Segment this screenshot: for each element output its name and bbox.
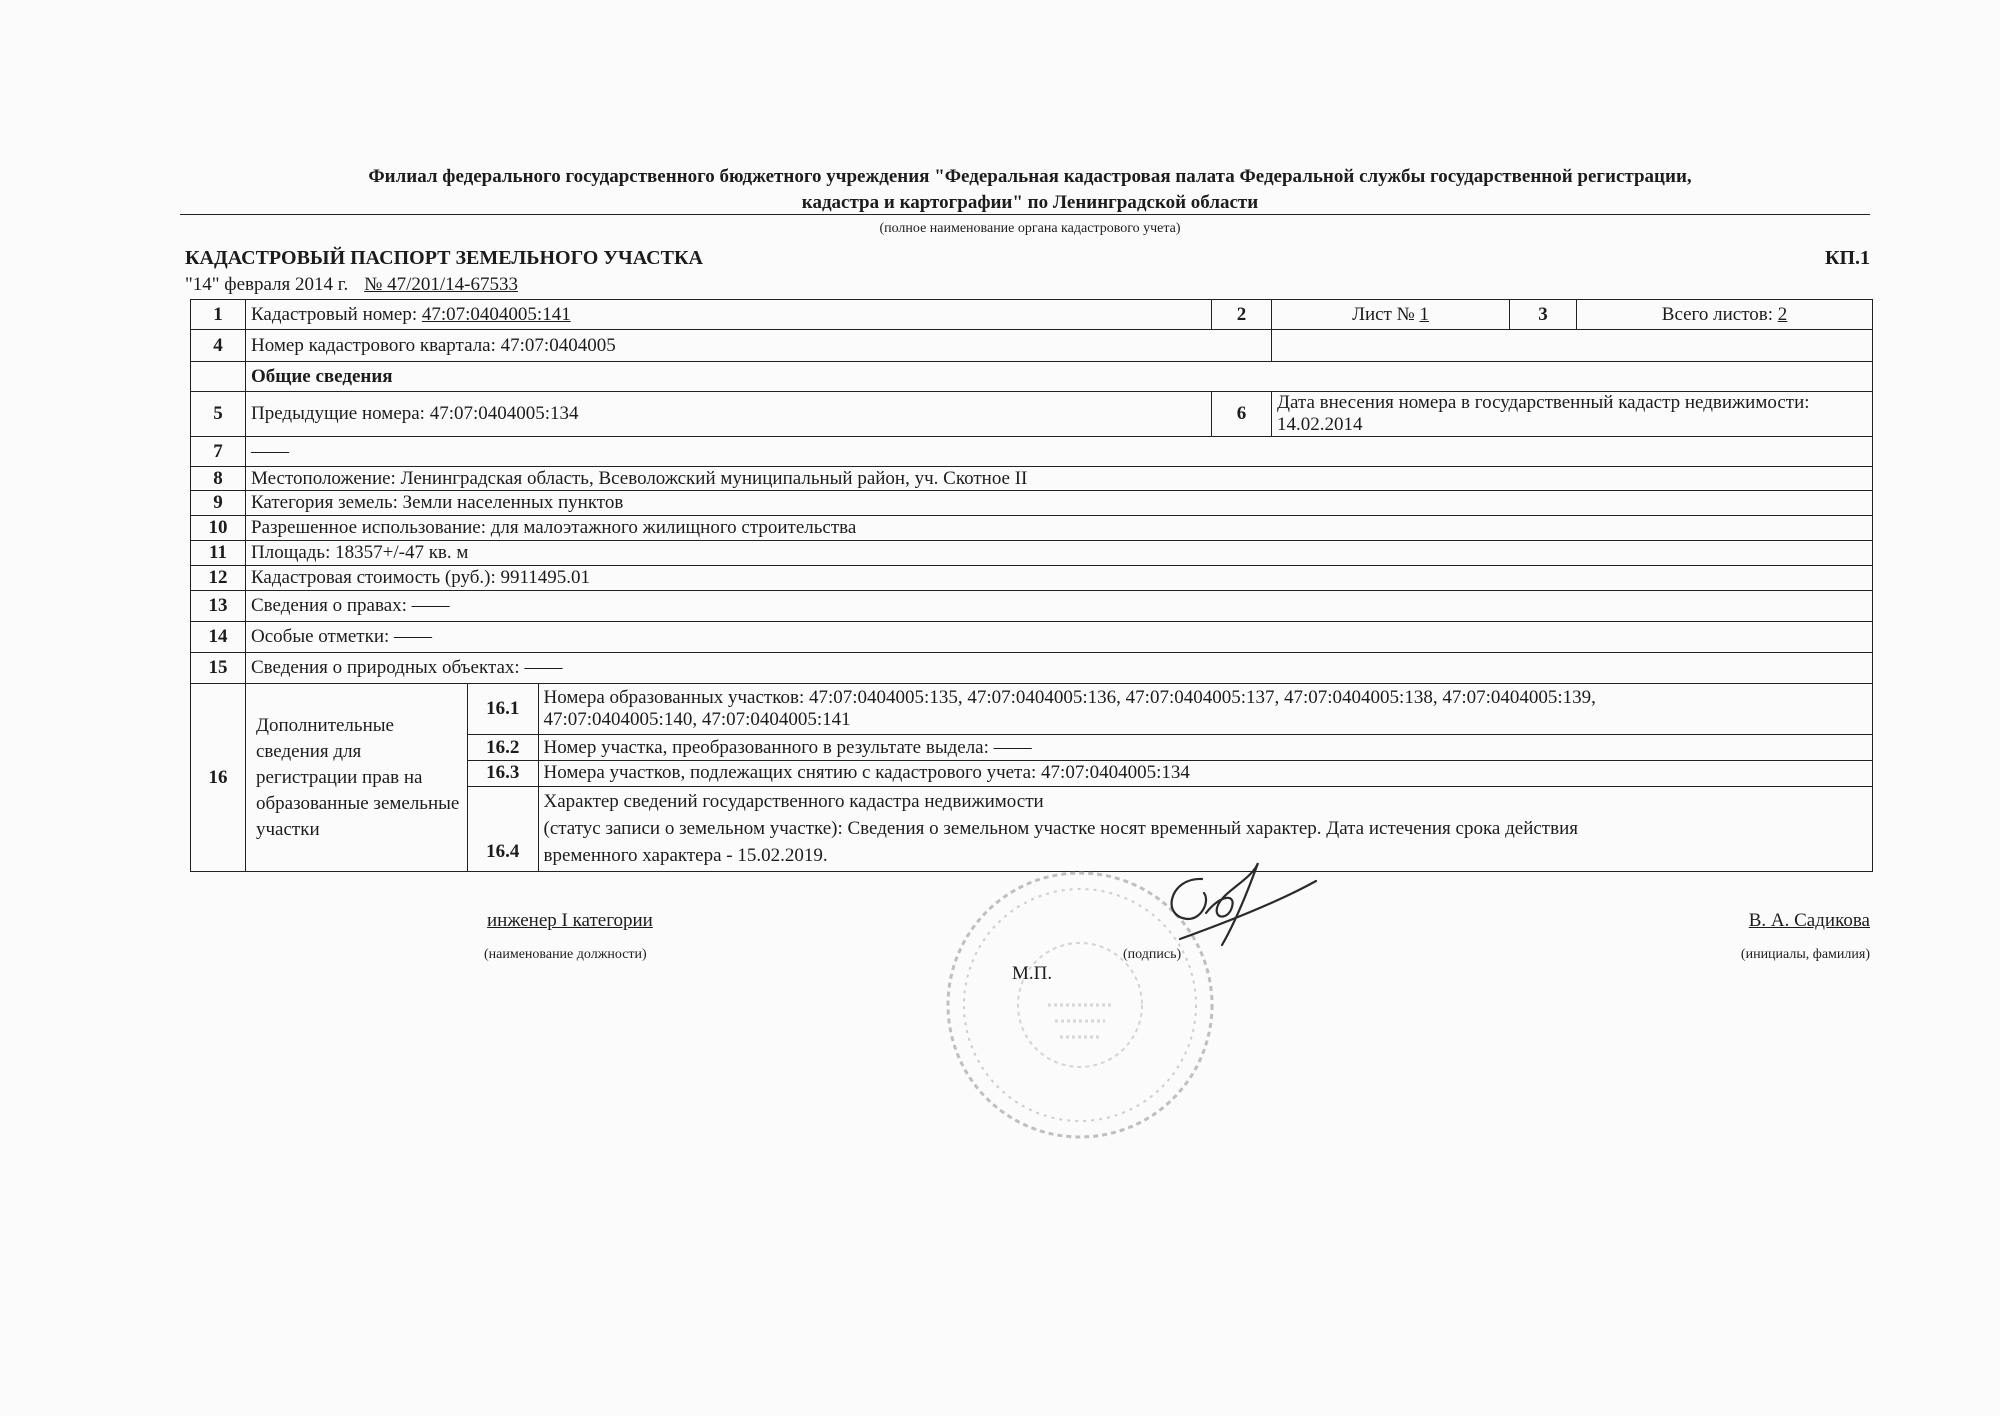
formed-plots-line-1: Номера образованных участков: 47:07:0404005:135, 47:07:0404005:136, 47:07:0404005:137, 47:07:0404005:138, 47:07:0404005:139, [543,687,1596,709]
table-row [468,735,1872,761]
table-row [191,362,1873,392]
table-row [191,622,1873,653]
row-number: 10 [191,516,246,541]
table-row [191,591,1873,622]
plots-to-remove: Номера участков, подлежащих снятию с кадастрового учета: 47:07:0404005:134 [538,761,1872,786]
table-row [191,541,1873,566]
row-number: 11 [191,541,246,566]
general-info-heading: Общие сведения [246,362,1873,392]
cadastral-number-cell [246,300,1212,330]
row-number: 3 [1510,300,1577,330]
table-row [468,761,1872,786]
registration-date: Дата внесения номера в государственный кадастр недвижимости: 14.02.2014 [1272,392,1873,437]
total-sheets-cell [1577,300,1873,330]
record-status-line-2: (статус записи о земельном участке): Сведения о земельном участке носят временный характер. Дата истечения срока действия [543,818,1578,840]
sheet-number-label: Лист № [1352,303,1415,325]
table-row [191,437,1873,467]
signature[interactable] [1140,855,1320,950]
land-category: Категория земель: Земли населенных пунктов [246,491,1873,516]
formed-plots-line-2: 47:07:0404005:140, 47:07:0404005:141 [543,709,851,731]
table-row [191,491,1873,516]
signer-name: В. А. Садикова [1748,910,1870,931]
rights-info: Сведения о правах: —— [246,591,1873,622]
empty-cell [191,362,246,392]
quarter-number: Номер кадастрового квартала: 47:07:0404005 [246,330,1272,362]
additional-info-label: Дополнительные сведения для регистрации прав на образованные земельные участки [246,684,468,872]
document-date: "14" февраля 2014 г. [185,274,349,295]
additional-info-cell [468,684,1873,872]
natural-objects: Сведения о природных объектах: —— [246,653,1873,684]
table-row [191,467,1873,491]
position-caption: (наименование должности) [484,947,647,962]
empty-cell [1272,330,1873,362]
table-row [191,653,1873,684]
row-number: 12 [191,566,246,591]
document-date-number [185,274,518,296]
row-number: 8 [191,467,246,491]
sub-row-number: 16.3 [468,761,538,786]
cadastral-table [190,299,1873,872]
document-number: № 47/201/14-67533 [364,274,518,295]
transformed-plot: Номер участка, преобразованного в результате выдела: —— [538,735,1872,761]
signer-name-caption: (инициалы, фамилия) [1740,947,1870,962]
formed-plots [538,684,1872,735]
sub-row-number: 16.1 [468,684,538,735]
document-code: КП.1 [1824,247,1870,269]
sheet-number-value: 1 [1419,303,1429,325]
row-number: 15 [191,653,246,684]
record-status-line-3: временного характера - 15.02.2019. [543,845,828,867]
row-number: 6 [1212,392,1272,437]
row-7-value: —— [246,437,1873,467]
row-number: 2 [1212,300,1272,330]
cadastral-number-value: 47:07:0404005:141 [421,303,571,325]
organization-underline [180,214,1870,215]
permitted-use: Разрешенное использование: для малоэтажного жилищного строительства [246,516,1873,541]
row-number: 9 [191,491,246,516]
table-row [191,516,1873,541]
row-number: 13 [191,591,246,622]
table-row [191,566,1873,591]
location: Местоположение: Ленинградская область, Всеволожский муниципальный район, уч. Скотное II [246,467,1873,491]
additional-info-table [468,684,1872,871]
row-number: 14 [191,622,246,653]
organization-line-1: Филиал федерального государственного бюджетного учреждения "Федеральная кадастровая палата Федеральной службы государственной регистрации, [368,166,1692,187]
area: Площадь: 18357+/-47 кв. м [246,541,1873,566]
record-status-line-1: Характер сведений государственного кадастра недвижимости [543,791,1044,813]
table-row [191,330,1873,362]
document-title: КАДАСТРОВЫЙ ПАСПОРТ ЗЕМЕЛЬНОГО УЧАСТКА [185,247,703,269]
total-sheets-value: 2 [1777,303,1788,325]
organization-caption: (полное наименование органа кадастрового учета) [879,221,1181,236]
position-title: инженер I категории [487,910,653,931]
total-sheets-label: Всего листов: [1661,303,1774,325]
table-row [191,392,1873,437]
sheet-number-cell [1272,300,1510,330]
previous-numbers: Предыдущие номера: 47:07:0404005:134 [246,392,1212,437]
organization-line-2: кадастра и картографии" по Ленинградской области [801,192,1259,213]
table-row [191,300,1873,330]
row-number: 7 [191,437,246,467]
sub-row-number: 16.4 [468,786,538,871]
cadastral-number-label: Кадастровый номер: [251,303,418,325]
cadastral-value: Кадастровая стоимость (руб.): 9911495.01 [246,566,1873,591]
row-number: 5 [191,392,246,437]
row-number: 1 [191,300,246,330]
row-number: 16 [191,684,246,872]
organization-name [180,164,1880,216]
table-row [468,684,1872,735]
table-row [191,684,1873,872]
sub-row-number: 16.2 [468,735,538,761]
stamp-label: М.П. [1012,963,1053,984]
row-number: 4 [191,330,246,362]
special-notes: Особые отметки: —— [246,622,1873,653]
signature-caption: (подпись) [1123,947,1182,962]
